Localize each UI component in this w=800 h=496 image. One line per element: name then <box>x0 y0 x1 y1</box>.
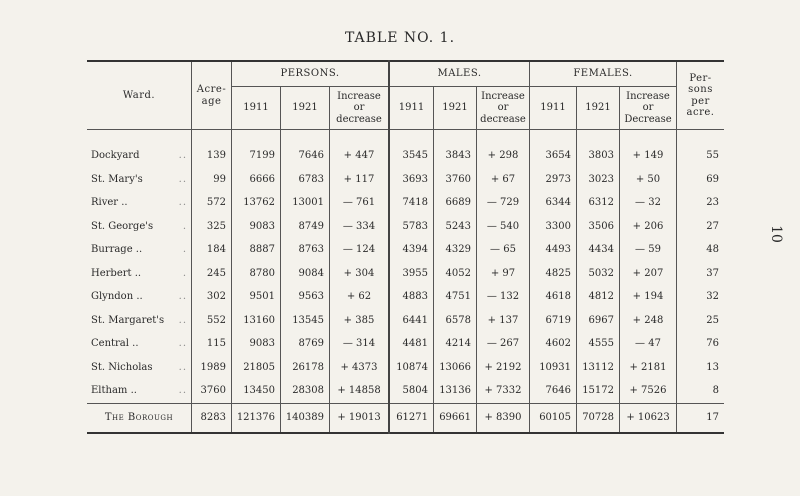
cell-persons-1921: 28308 <box>281 379 330 403</box>
cell-females-1921: 4555 <box>577 332 620 356</box>
cell-males-increase: — 729 <box>477 191 530 215</box>
cell-females-1911: 4825 <box>530 262 577 286</box>
cell-females-1911: 4618 <box>530 285 577 309</box>
cell-per-acre: 76 <box>677 332 725 356</box>
header-persons-1921: 1921 <box>281 87 330 130</box>
cell-acreage: 245 <box>192 262 232 286</box>
cell-persons-1911: 121376 <box>232 403 281 433</box>
cell-persons-1911: 7199 <box>232 130 281 168</box>
cell-females-1921: 5032 <box>577 262 620 286</box>
cell-persons-increase: — 314 <box>330 332 390 356</box>
cell-females-increase: — 59 <box>620 238 677 262</box>
cell-females-increase: — 47 <box>620 332 677 356</box>
population-table <box>87 60 724 434</box>
cell-persons-increase: + 304 <box>330 262 390 286</box>
cell-persons-1921: 9084 <box>281 262 330 286</box>
cell-persons-increase: — 334 <box>330 215 390 239</box>
header-females: FEMALES. <box>530 61 677 87</box>
cell-persons-1911: 9083 <box>232 332 281 356</box>
cell-males-1921: 69661 <box>434 403 477 433</box>
cell-persons-1921: 13001 <box>281 191 330 215</box>
leader-dots: . <box>182 220 187 232</box>
cell-males-increase: + 8390 <box>477 403 530 433</box>
cell-females-increase: + 207 <box>620 262 677 286</box>
cell-females-1911: 6719 <box>530 309 577 333</box>
cell-females-increase: — 32 <box>620 191 677 215</box>
cell-males-increase: + 97 <box>477 262 530 286</box>
header-males-1911: 1911 <box>389 87 434 130</box>
cell-per-acre: 55 <box>677 130 725 168</box>
cell-persons-increase: — 761 <box>330 191 390 215</box>
table-row <box>87 215 724 239</box>
cell-males-1921: 4214 <box>434 332 477 356</box>
cell-per-acre: 32 <box>677 285 725 309</box>
header-persons: PERSONS. <box>232 61 390 87</box>
leader-dots: .. <box>178 338 187 350</box>
cell-persons-1911: 13160 <box>232 309 281 333</box>
ward-name: Burrage .. <box>91 244 143 256</box>
table-row <box>87 130 724 168</box>
leader-dots: . <box>182 267 187 279</box>
cell-females-increase: + 149 <box>620 130 677 168</box>
cell-males-1911: 10874 <box>389 356 434 380</box>
cell-females-1911: 3300 <box>530 215 577 239</box>
table-row <box>87 262 724 286</box>
cell-males-increase: + 67 <box>477 168 530 192</box>
cell-females-1921: 3803 <box>577 130 620 168</box>
header-persons-increase <box>330 87 390 130</box>
cell-males-1921: 4751 <box>434 285 477 309</box>
cell-females-increase: + 2181 <box>620 356 677 380</box>
cell-acreage: 552 <box>192 309 232 333</box>
cell-per-acre: 13 <box>677 356 725 380</box>
cell-males-1911: 4481 <box>389 332 434 356</box>
ward-name: The Borough <box>104 412 174 423</box>
cell-females-1911: 3654 <box>530 130 577 168</box>
cell-persons-1921: 8769 <box>281 332 330 356</box>
cell-males-1911: 61271 <box>389 403 434 433</box>
cell-persons-1911: 8887 <box>232 238 281 262</box>
cell-females-1921: 4812 <box>577 285 620 309</box>
cell-persons-1921: 8749 <box>281 215 330 239</box>
cell-females-increase: + 10623 <box>620 403 677 433</box>
cell-ward <box>87 130 192 168</box>
cell-males-increase: + 137 <box>477 309 530 333</box>
ward-name: St. Margaret's <box>91 314 165 326</box>
leader-dots: .. <box>178 314 187 326</box>
cell-females-1911: 2973 <box>530 168 577 192</box>
cell-males-1921: 3760 <box>434 168 477 192</box>
table-total-row <box>87 403 724 433</box>
cell-females-1921: 6967 <box>577 309 620 333</box>
ward-name: St. Nicholas <box>91 361 153 373</box>
cell-males-1911: 5804 <box>389 379 434 403</box>
leader-dots: .. <box>178 291 187 303</box>
cell-persons-1921: 6783 <box>281 168 330 192</box>
ward-name: Dockyard <box>91 150 140 162</box>
table-body <box>87 130 724 433</box>
cell-per-acre: 25 <box>677 309 725 333</box>
cell-ward <box>87 309 192 333</box>
leader-dots: .. <box>178 150 187 162</box>
cell-females-increase: + 194 <box>620 285 677 309</box>
cell-females-1921: 70728 <box>577 403 620 433</box>
cell-females-1921: 15172 <box>577 379 620 403</box>
header-females-increase <box>620 87 677 130</box>
cell-males-increase: + 7332 <box>477 379 530 403</box>
ward-name: Eltham .. <box>91 385 137 397</box>
ward-name: Herbert .. <box>91 267 142 279</box>
cell-acreage: 3760 <box>192 379 232 403</box>
cell-males-increase: — 540 <box>477 215 530 239</box>
cell-males-1921: 6689 <box>434 191 477 215</box>
cell-persons-1911: 21805 <box>232 356 281 380</box>
cell-persons-1921: 7646 <box>281 130 330 168</box>
table-row <box>87 285 724 309</box>
cell-persons-1911: 9083 <box>232 215 281 239</box>
cell-persons-1911: 8780 <box>232 262 281 286</box>
cell-females-increase: + 248 <box>620 309 677 333</box>
table-row <box>87 191 724 215</box>
cell-acreage: 302 <box>192 285 232 309</box>
cell-ward <box>87 168 192 192</box>
cell-males-increase: — 132 <box>477 285 530 309</box>
cell-males-1911: 5783 <box>389 215 434 239</box>
cell-males-increase: — 267 <box>477 332 530 356</box>
header-females-1921: 1921 <box>577 87 620 130</box>
cell-males-1911: 3693 <box>389 168 434 192</box>
cell-acreage: 572 <box>192 191 232 215</box>
cell-males-1921: 4329 <box>434 238 477 262</box>
header-per-acre <box>677 61 725 130</box>
cell-males-1921: 5243 <box>434 215 477 239</box>
cell-ward <box>87 379 192 403</box>
cell-ward <box>87 262 192 286</box>
cell-males-1921: 13066 <box>434 356 477 380</box>
leader-dots: .. <box>178 361 187 373</box>
cell-persons-1911: 6666 <box>232 168 281 192</box>
cell-per-acre: 48 <box>677 238 725 262</box>
header-persons-1911: 1911 <box>232 87 281 130</box>
cell-males-1921: 4052 <box>434 262 477 286</box>
table-row <box>87 379 724 403</box>
cell-persons-1921: 8763 <box>281 238 330 262</box>
cell-ward <box>87 191 192 215</box>
ward-name: Central .. <box>91 338 139 350</box>
header-males-1921: 1921 <box>434 87 477 130</box>
cell-males-1921: 3843 <box>434 130 477 168</box>
cell-persons-increase: + 14858 <box>330 379 390 403</box>
table-title: TABLE NO. 1. <box>344 30 456 46</box>
cell-per-acre: 27 <box>677 215 725 239</box>
cell-persons-increase: + 19013 <box>330 403 390 433</box>
ward-name: St. Mary's <box>91 173 143 185</box>
cell-persons-1921: 140389 <box>281 403 330 433</box>
cell-acreage: 1989 <box>192 356 232 380</box>
cell-persons-1921: 9563 <box>281 285 330 309</box>
cell-ward <box>87 403 192 433</box>
cell-persons-1911: 9501 <box>232 285 281 309</box>
cell-ward <box>87 332 192 356</box>
ward-name: River .. <box>91 197 128 209</box>
cell-males-increase: + 2192 <box>477 356 530 380</box>
cell-females-1921: 3023 <box>577 168 620 192</box>
cell-acreage: 115 <box>192 332 232 356</box>
cell-persons-1921: 26178 <box>281 356 330 380</box>
table-row <box>87 356 724 380</box>
ward-name: St. George's <box>91 220 154 232</box>
cell-persons-1911: 13762 <box>232 191 281 215</box>
leader-dots: .. <box>178 197 187 209</box>
cell-females-1921: 3506 <box>577 215 620 239</box>
cell-males-1911: 3545 <box>389 130 434 168</box>
header-females-1911: 1911 <box>530 87 577 130</box>
cell-females-1911: 7646 <box>530 379 577 403</box>
cell-females-1921: 13112 <box>577 356 620 380</box>
cell-per-acre: 23 <box>677 191 725 215</box>
cell-persons-increase: + 447 <box>330 130 390 168</box>
header-males-increase <box>477 87 530 130</box>
cell-females-1911: 4493 <box>530 238 577 262</box>
cell-persons-increase: — 124 <box>330 238 390 262</box>
cell-females-1921: 4434 <box>577 238 620 262</box>
cell-females-1911: 4602 <box>530 332 577 356</box>
leader-dots: .. <box>178 173 187 185</box>
header-acreage <box>192 61 232 130</box>
table-row <box>87 238 724 262</box>
cell-persons-1921: 13545 <box>281 309 330 333</box>
header-ward: Ward. <box>87 61 192 130</box>
cell-persons-increase: + 4373 <box>330 356 390 380</box>
cell-acreage: 325 <box>192 215 232 239</box>
cell-ward <box>87 356 192 380</box>
cell-males-increase: + 298 <box>477 130 530 168</box>
cell-females-1911: 60105 <box>530 403 577 433</box>
cell-persons-1911: 13450 <box>232 379 281 403</box>
cell-persons-increase: + 385 <box>330 309 390 333</box>
cell-acreage: 184 <box>192 238 232 262</box>
leader-dots: . <box>182 244 187 256</box>
leader-dots: .. <box>178 385 187 397</box>
cell-females-increase: + 50 <box>620 168 677 192</box>
cell-acreage: 99 <box>192 168 232 192</box>
table-row <box>87 309 724 333</box>
cell-females-1911: 10931 <box>530 356 577 380</box>
page-number: 10 <box>767 225 784 243</box>
cell-per-acre: 17 <box>677 403 725 433</box>
cell-males-1921: 6578 <box>434 309 477 333</box>
cell-females-1921: 6312 <box>577 191 620 215</box>
table-row <box>87 332 724 356</box>
cell-males-1911: 4883 <box>389 285 434 309</box>
ward-name: Glyndon .. <box>91 291 143 303</box>
table-row <box>87 168 724 192</box>
cell-males-increase: — 65 <box>477 238 530 262</box>
cell-males-1911: 3955 <box>389 262 434 286</box>
header-females-increase-text: Increase or Decrease <box>624 90 672 125</box>
cell-males-1921: 13136 <box>434 379 477 403</box>
cell-persons-increase: + 117 <box>330 168 390 192</box>
cell-ward <box>87 215 192 239</box>
header-males-increase-text: Increase or decrease <box>480 90 526 125</box>
header-per-acre-text: Per- sons per acre. <box>686 72 715 118</box>
cell-acreage: 8283 <box>192 403 232 433</box>
cell-acreage: 139 <box>192 130 232 168</box>
cell-per-acre: 8 <box>677 379 725 403</box>
header-males: MALES. <box>389 61 530 87</box>
cell-males-1911: 6441 <box>389 309 434 333</box>
cell-ward <box>87 285 192 309</box>
cell-males-1911: 4394 <box>389 238 434 262</box>
cell-persons-increase: + 62 <box>330 285 390 309</box>
header-acreage-text: Acre- age <box>196 84 227 107</box>
header-persons-increase-text: Increase or decrease <box>336 90 382 125</box>
cell-males-1911: 7418 <box>389 191 434 215</box>
cell-females-1911: 6344 <box>530 191 577 215</box>
cell-per-acre: 37 <box>677 262 725 286</box>
cell-per-acre: 69 <box>677 168 725 192</box>
cell-ward <box>87 238 192 262</box>
cell-females-increase: + 206 <box>620 215 677 239</box>
cell-females-increase: + 7526 <box>620 379 677 403</box>
